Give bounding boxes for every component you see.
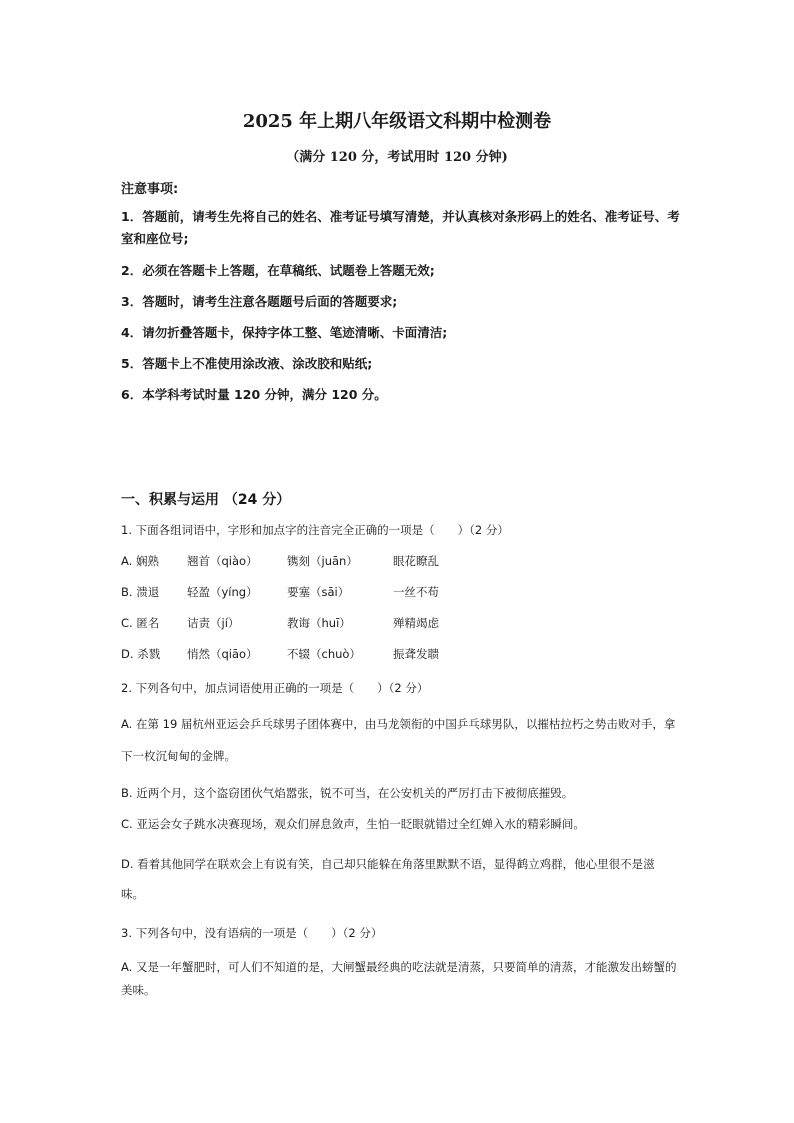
q1-c-word-3: 教诲（huī）	[287, 616, 351, 630]
q2-option-a: A. 在第 19 届杭州亚运会乒乓球男子团体赛中，由马龙领衔的中国乒乓球男队，以摧枯拉朽之势击败对手，拿下一枚沉甸甸的金牌。	[121, 717, 676, 763]
q1-option-c	[121, 615, 521, 633]
q1-c-word-4: 殚精竭虑	[393, 616, 439, 630]
q2-option-c: C. 亚运会女子跳水决赛现场，观众们屏息敛声，生怕一眨眼就错过全红婵入水的精彩瞬间。	[121, 817, 585, 831]
q1-a-word-3: 镌刻（juān）	[287, 554, 358, 568]
q2-option-b: B. 近两个月，这个盗窃团伙气焰嚣张，锐不可当，在公安机关的严厉打击下被彻底摧毁。	[121, 786, 574, 800]
q1-a-word-1: A. 娴熟	[121, 554, 159, 568]
question-3-stem: 3. 下列各句中，没有语病的一项是（ ）（2 分）	[121, 926, 383, 940]
q1-d-word-1: D. 杀戮	[121, 647, 161, 661]
q3-option-a: A. 又是一年蟹肥时，可人们不知道的是，大闸蟹最经典的吃法就是清蒸，只要简单的清蒸，才能激发出螃蟹的美味。	[121, 960, 677, 997]
q1-d-word-4: 振聋发聩	[393, 647, 439, 661]
q1-b-word-4: 一丝不苟	[393, 585, 439, 599]
note-3: 3．答题时，请考生注意各题题号后面的答题要求;	[121, 294, 398, 309]
note-2: 2．必须在答题卡上答题，在草稿纸、试题卷上答题无效;	[121, 263, 435, 278]
note-6: 6．本学科考试时量 120 分钟，满分 120 分。	[121, 387, 387, 402]
q1-d-word-2: 悄然（qiāo）	[187, 647, 258, 661]
q1-option-b	[121, 584, 521, 602]
question-2-stem: 2. 下列各句中，加点词语使用正确的一项是（ ）（2 分）	[121, 681, 429, 695]
q1-b-word-2: 轻盈（yíng）	[187, 585, 258, 599]
q1-c-word-2: 诘责（jí）	[187, 616, 240, 630]
q1-option-d	[121, 646, 521, 664]
exam-title: 2025 年上期八年级语文科期中检测卷	[242, 111, 552, 132]
note-4: 4．请勿折叠答题卡，保持字体工整、笔迹清晰、卡面清洁;	[121, 325, 448, 340]
exam-subtitle: （满分 120 分，考试用时 120 分钟)	[286, 150, 508, 165]
q1-option-a	[121, 553, 521, 571]
q1-b-word-1: B. 溃退	[121, 585, 160, 599]
q2-option-d: D. 看着其他同学在联欢会上有说有笑，自己却只能躲在角落里默默不语，显得鹤立鸡群，他心里很不是滋味。	[121, 857, 655, 901]
notes-heading: 注意事项:	[121, 182, 179, 197]
q1-a-word-2: 翘首（qiào）	[187, 554, 258, 568]
q1-c-word-1: C. 匿名	[121, 616, 160, 630]
section-heading: 一、积累与运用 （24 分）	[121, 492, 291, 508]
note-1: 1．答题前，请考生先将自己的姓名、准考证号填写清楚，并认真核对条形码上的姓名、准考证号、考室和座位号;	[121, 209, 680, 246]
q1-b-word-3: 要塞（sāi）	[287, 585, 350, 599]
note-5: 5．答题卡上不准使用涂改液、涂改胶和贴纸;	[121, 356, 373, 371]
q1-a-word-4: 眼花瞭乱	[393, 554, 439, 568]
q1-d-word-3: 不辍（chuò）	[287, 647, 361, 661]
question-1-stem: 1. 下面各组词语中，字形和加点字的注音完全正确的一项是（ ）（2 分）	[121, 523, 509, 537]
